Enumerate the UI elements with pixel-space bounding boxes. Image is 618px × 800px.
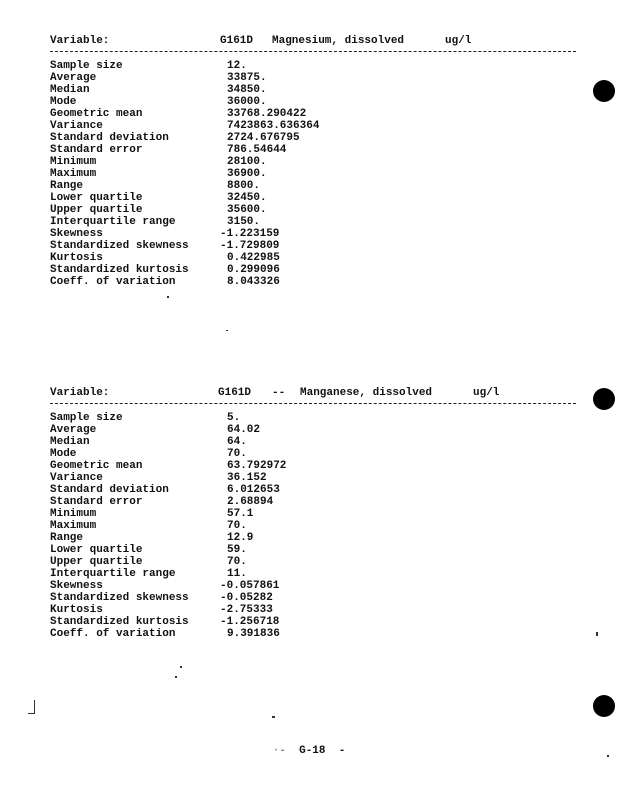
stat-row: [50, 604, 590, 616]
stat-value: 59.: [227, 544, 247, 556]
stat-row: [50, 108, 590, 120]
stat-label: Minimum: [50, 508, 97, 520]
stat-row: [50, 168, 590, 180]
stat-row: [50, 276, 590, 288]
stat-label: Geometric mean: [50, 108, 143, 120]
stat-row: [50, 96, 590, 108]
stat-row: [50, 556, 590, 568]
stat-label: Range: [50, 532, 84, 544]
stat-row: [50, 544, 590, 556]
stat-row: [50, 156, 590, 168]
stat-label: Standard error: [50, 144, 143, 156]
stat-label: Standardized skewness: [50, 592, 189, 604]
stat-row: [50, 180, 590, 192]
stat-label: Maximum: [50, 520, 97, 532]
variable-unit: ug/l: [473, 387, 500, 399]
stat-label: Median: [50, 436, 90, 448]
stat-row: [50, 424, 590, 436]
stat-value: -1.256718: [220, 616, 280, 628]
variable-separator: --: [272, 387, 286, 399]
variable-header: [50, 387, 590, 401]
stat-value: 8800.: [227, 180, 261, 192]
stat-value: 33768.290422: [227, 108, 307, 120]
stat-value: 34850.: [227, 84, 267, 96]
stat-value: 6.012653: [227, 484, 280, 496]
stat-label: Maximum: [50, 168, 97, 180]
stat-value: 9.391836: [227, 628, 280, 640]
variable-unit: ug/l: [445, 35, 472, 47]
stat-label: Upper quartile: [50, 204, 143, 216]
stat-row: [50, 228, 590, 240]
stat-value: 63.792972: [227, 460, 287, 472]
stat-value: 70.: [227, 448, 247, 460]
stat-row: [50, 120, 590, 132]
stat-value: 33875.: [227, 72, 267, 84]
stat-row: [50, 84, 590, 96]
stat-row: [50, 132, 590, 144]
stat-label: Average: [50, 424, 97, 436]
stat-value: 28100.: [227, 156, 267, 168]
stat-label: Upper quartile: [50, 556, 143, 568]
scan-speck: [28, 713, 35, 714]
stat-row: [50, 436, 590, 448]
stat-label: Interquartile range: [50, 216, 176, 228]
stat-label: Interquartile range: [50, 568, 176, 580]
stat-label: Range: [50, 180, 84, 192]
stat-row: [50, 592, 590, 604]
page-footer: ·- G-18 -: [272, 745, 346, 757]
scan-speck: [34, 700, 35, 714]
stat-row: [50, 580, 590, 592]
scan-speck: [175, 676, 177, 678]
stat-label: Minimum: [50, 156, 97, 168]
stat-label: Standard deviation: [50, 484, 169, 496]
stat-value: 12.: [227, 60, 247, 72]
stat-row: [50, 216, 590, 228]
stat-value: 0.299096: [227, 264, 280, 276]
stat-value: 786.54644: [227, 144, 287, 156]
stat-label: Mode: [50, 448, 77, 460]
stats-block-magnesium: [50, 35, 590, 288]
stat-value: 35600.: [227, 204, 267, 216]
stat-value: -0.05282: [220, 592, 273, 604]
variable-name: Manganese, dissolved: [300, 387, 433, 399]
stat-row: [50, 240, 590, 252]
stat-label: Skewness: [50, 580, 103, 592]
stat-row: [50, 472, 590, 484]
stat-row: [50, 192, 590, 204]
stat-value: 36.152: [227, 472, 267, 484]
stat-value: 2.68894: [227, 496, 274, 508]
stat-label: Variance: [50, 120, 103, 132]
variable-code: G161D: [220, 35, 254, 47]
stat-value: 36000.: [227, 96, 267, 108]
stat-value: 64.02: [227, 424, 261, 436]
variable-label: Variable:: [50, 35, 110, 47]
stat-row: [50, 496, 590, 508]
stat-row: [50, 412, 590, 424]
scan-speck: [226, 330, 228, 331]
stat-label: Standardized kurtosis: [50, 616, 189, 628]
stat-row: [50, 204, 590, 216]
stat-label: Sample size: [50, 60, 123, 72]
stat-label: Standardized kurtosis: [50, 264, 189, 276]
variable-header: [50, 35, 590, 49]
stat-value: 2724.676795: [227, 132, 300, 144]
binder-hole: [593, 695, 615, 717]
variable-label: Variable:: [50, 387, 110, 399]
stat-value: 5.: [227, 412, 241, 424]
stat-label: Geometric mean: [50, 460, 143, 472]
stat-label: Coeff. of variation: [50, 276, 176, 288]
stat-label: Average: [50, 72, 97, 84]
variable-name: Magnesium, dissolved: [272, 35, 405, 47]
stat-value: -0.057861: [220, 580, 280, 592]
stat-value: 70.: [227, 520, 247, 532]
stat-value: 57.1: [227, 508, 254, 520]
scan-speck: [272, 716, 275, 718]
stat-value: 11.: [227, 568, 247, 580]
stat-value: 7423863.636364: [227, 120, 320, 132]
stat-label: Standard error: [50, 496, 143, 508]
stat-row: [50, 252, 590, 264]
stat-label: Lower quartile: [50, 192, 143, 204]
stat-value: 32450.: [227, 192, 267, 204]
stat-row: [50, 628, 590, 640]
stat-label: Kurtosis: [50, 252, 103, 264]
stat-row: [50, 60, 590, 72]
stat-value: 12.9: [227, 532, 254, 544]
stat-value: 64.: [227, 436, 247, 448]
stat-label: Kurtosis: [50, 604, 103, 616]
stats-table: [50, 412, 590, 640]
binder-hole: [593, 388, 615, 410]
scan-speck: [596, 632, 598, 636]
dashed-rule: [50, 51, 576, 52]
stat-label: Sample size: [50, 412, 123, 424]
stats-block-manganese: [50, 387, 590, 640]
stat-value: 36900.: [227, 168, 267, 180]
stat-row: [50, 520, 590, 532]
variable-code: G161D: [218, 387, 252, 399]
stat-label: Variance: [50, 472, 103, 484]
stat-value: -1.223159: [220, 228, 280, 240]
stat-label: Median: [50, 84, 90, 96]
stat-label: Lower quartile: [50, 544, 143, 556]
stat-row: [50, 144, 590, 156]
stat-label: Standardized skewness: [50, 240, 189, 252]
stat-row: [50, 484, 590, 496]
scan-speck: [167, 296, 169, 298]
stat-value: -1.729809: [220, 240, 280, 252]
stat-row: [50, 448, 590, 460]
stat-row: [50, 568, 590, 580]
stat-row: [50, 72, 590, 84]
dashed-rule: [50, 403, 576, 404]
stat-value: 70.: [227, 556, 247, 568]
stat-row: [50, 532, 590, 544]
stat-label: Standard deviation: [50, 132, 169, 144]
stat-value: 3150.: [227, 216, 261, 228]
stat-row: [50, 460, 590, 472]
stats-table: [50, 60, 590, 288]
page-number: G-18: [299, 745, 326, 757]
stat-value: 8.043326: [227, 276, 280, 288]
stat-value: -2.75333: [220, 604, 273, 616]
stat-row: [50, 616, 590, 628]
stat-label: Skewness: [50, 228, 103, 240]
binder-hole: [593, 80, 615, 102]
stat-row: [50, 508, 590, 520]
stat-row: [50, 264, 590, 276]
stat-value: 0.422985: [227, 252, 280, 264]
stat-label: Mode: [50, 96, 77, 108]
scan-speck: [180, 666, 182, 668]
stat-label: Coeff. of variation: [50, 628, 176, 640]
